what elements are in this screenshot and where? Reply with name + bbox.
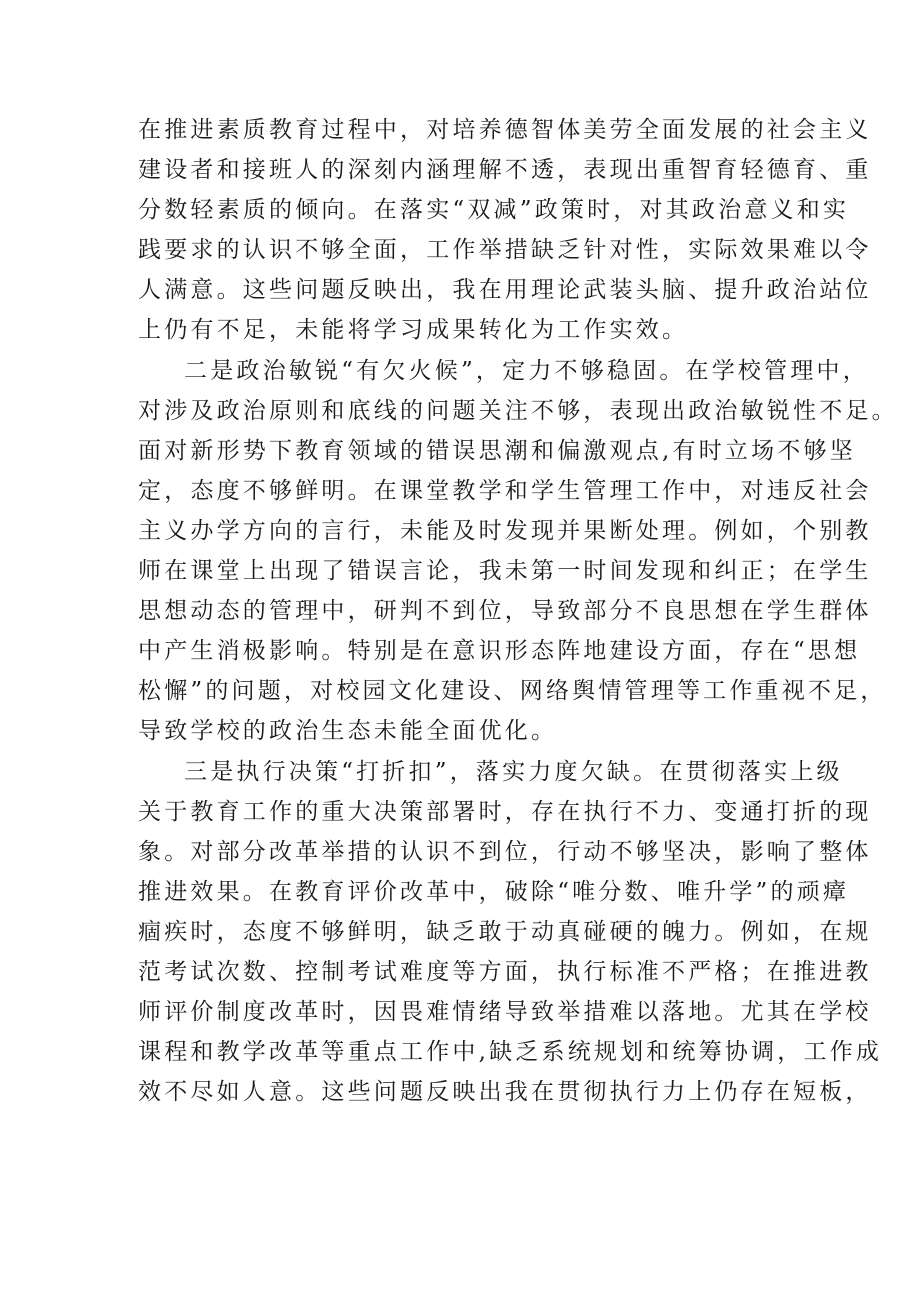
- text-line: 推进效果。在教育评价改革中，破除“唯分数、唯升学”的顽瘴: [138, 878, 850, 905]
- document-body: [138, 110, 898, 1112]
- paragraph-start-line: 三是执行决策“打折扣”，落实力度欠缺。在贯彻落实上级: [184, 758, 843, 785]
- text-line: 思想动态的管理中，研判不到位，导致部分不良思想在学生群体: [138, 598, 872, 625]
- text-line: 导致学校的政治生态未能全面优化。: [138, 718, 558, 745]
- text-line: 师评价制度改革时，因畏难情绪导致举措难以落地。尤其在学校: [138, 999, 872, 1026]
- text-line: 建设者和接班人的深刻内涵理解不透，表现出重智育轻德育、重: [138, 157, 872, 184]
- text-line: 象。对部分改革举措的认识不到位，行动不够坚决，影响了整体: [138, 838, 872, 865]
- text-line: 上仍有不足，未能将学习成果转化为工作实效。: [138, 317, 689, 344]
- text-line: 范考试次数、控制考试难度等方面，执行标准不严格；在推进教: [138, 958, 872, 985]
- text-line: 面对新形势下教育领域的错误思潮和偏激观点,有时立场不够坚: [138, 437, 856, 464]
- text-line: 践要求的认识不够全面，工作举措缺乏针对性，实际效果难以令: [138, 237, 872, 264]
- text-line: 定，态度不够鲜明。在课堂教学和学生管理工作中，对违反社会: [138, 477, 872, 504]
- text-line: 中产生消极影响。特别是在意识形态阵地建设方面，存在“思想: [138, 638, 861, 665]
- text-line: 师在课堂上出现了错误言论，我未第一时间发现和纠正；在学生: [138, 558, 872, 585]
- text-line: 关于教育工作的重大决策部署时，存在执行不力、变通打折的现: [138, 798, 872, 825]
- text-line: 效不尽如人意。这些问题反映出我在贯彻执行力上仍存在短板，: [138, 1079, 872, 1106]
- text-line: 对涉及政治原则和底线的问题关注不够，表现出政治敏锐性不足。: [138, 397, 898, 424]
- text-line: 松懈”的问题，对校园文化建设、网络舆情管理等工作重视不足，: [138, 678, 887, 705]
- text-line: 在推进素质教育过程中，对培养德智体美劳全面发展的社会主义: [138, 117, 872, 143]
- paragraph-start-line: 二是政治敏锐“有欠火候”，定力不够稳固。在学校管理中，: [184, 357, 869, 384]
- text-line: 课程和教学改革等重点工作中,缺乏系统规划和统筹协调，工作成: [138, 1039, 883, 1066]
- text-line: 痼疾时，态度不够鲜明，缺乏敢于动真碰硬的魄力。例如，在规: [138, 918, 872, 945]
- text-line: 主义办学方向的言行，未能及时发现并果断处理。例如，个别教: [138, 517, 872, 544]
- text-line: 分数轻素质的倾向。在落实“双减”政策时，对其政治意义和实: [138, 197, 850, 224]
- text-line: 人满意。这些问题反映出，我在用理论武装头脑、提升政治站位: [138, 277, 872, 304]
